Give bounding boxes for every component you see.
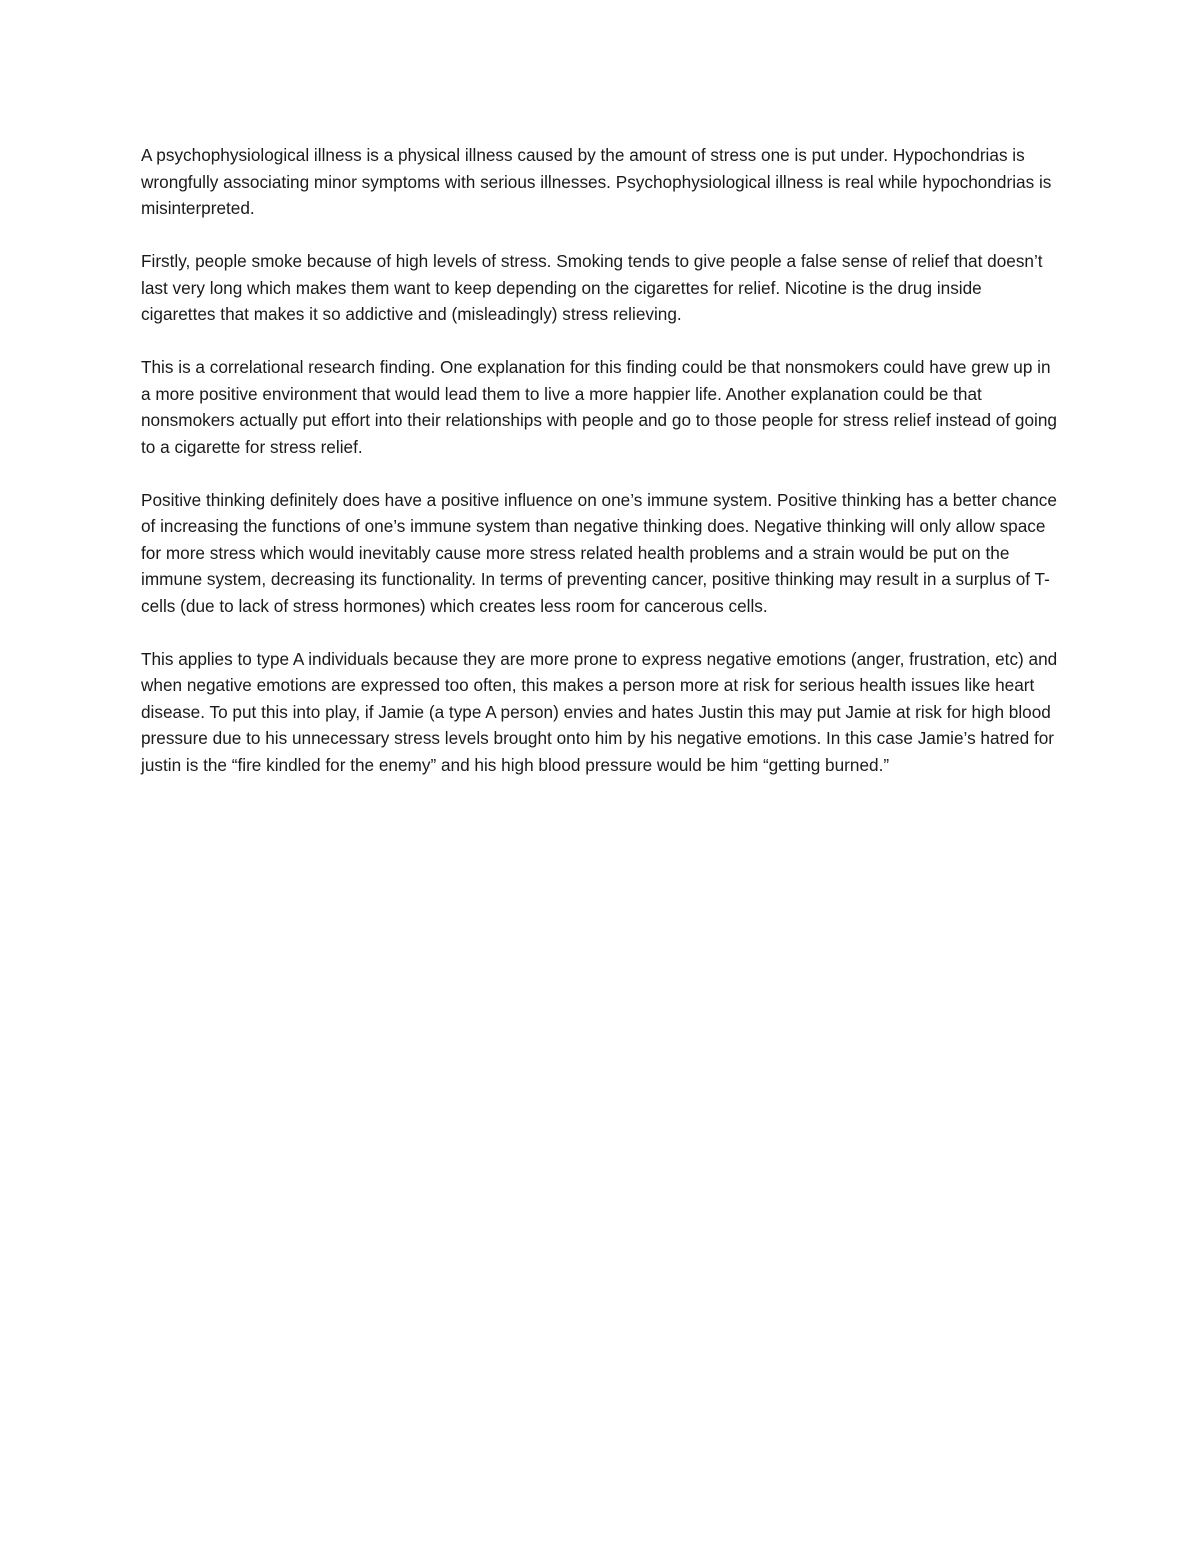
- paragraph-positive-thinking: Positive thinking definitely does have a positive influence on one’s immune system. Positive thinking has a better chance of increasing the functions of one’s immune system than negative thinking does. Negative thinking will only allow space for more stress which would inevitably cause more stress related health problems and a strain would be put on the immune system, decreasing its functionality. In terms of preventing cancer, positive thinking may result in a surplus of T-cells (due to lack of stress hormones) which creates less room for cancerous cells.: [141, 489, 1057, 616]
- paragraph-psychophysiological-illness: A psychophysiological illness is a physical illness caused by the amount of stress one is put under. Hypochondrias is wrongfully associating minor symptoms with serious illnesses. Psychophysiological illness is real while hypochondrias is misinterpreted.: [141, 145, 1052, 218]
- paragraph-correlational-finding: This is a correlational research finding. One explanation for this finding could be that nonsmokers could have grew up in a more positive environment that would lead them to live a more happier life. Another explanation could be that nonsmokers actually put effort into their relationships with people and go to those people for stress relief instead of going to a cigarette for stress relief.: [141, 357, 1057, 457]
- document-body: [141, 142, 1061, 805]
- paragraph-type-a-individuals: This applies to type A individuals because they are more prone to express negative emotions (anger, frustration, etc) and when negative emotions are expressed too often, this makes a person more at risk for serious health issues like heart disease. To put this into play, if Jamie (a type A person) envies and hates Justin this may put Jamie at risk for high blood pressure due to his unnecessary stress levels brought onto him by his negative emotions. In this case Jamie’s hatred for justin is the “fire kindled for the enemy” and his high blood pressure would be him “getting burned.”: [141, 648, 1058, 775]
- paragraph-smoking-stress: Firstly, people smoke because of high levels of stress. Smoking tends to give people a false sense of relief that doesn’t last very long which makes them want to keep depending on the cigarettes for relief. Nicotine is the drug inside cigarettes that makes it so addictive and (misleadingly) stress relieving.: [141, 251, 1043, 324]
